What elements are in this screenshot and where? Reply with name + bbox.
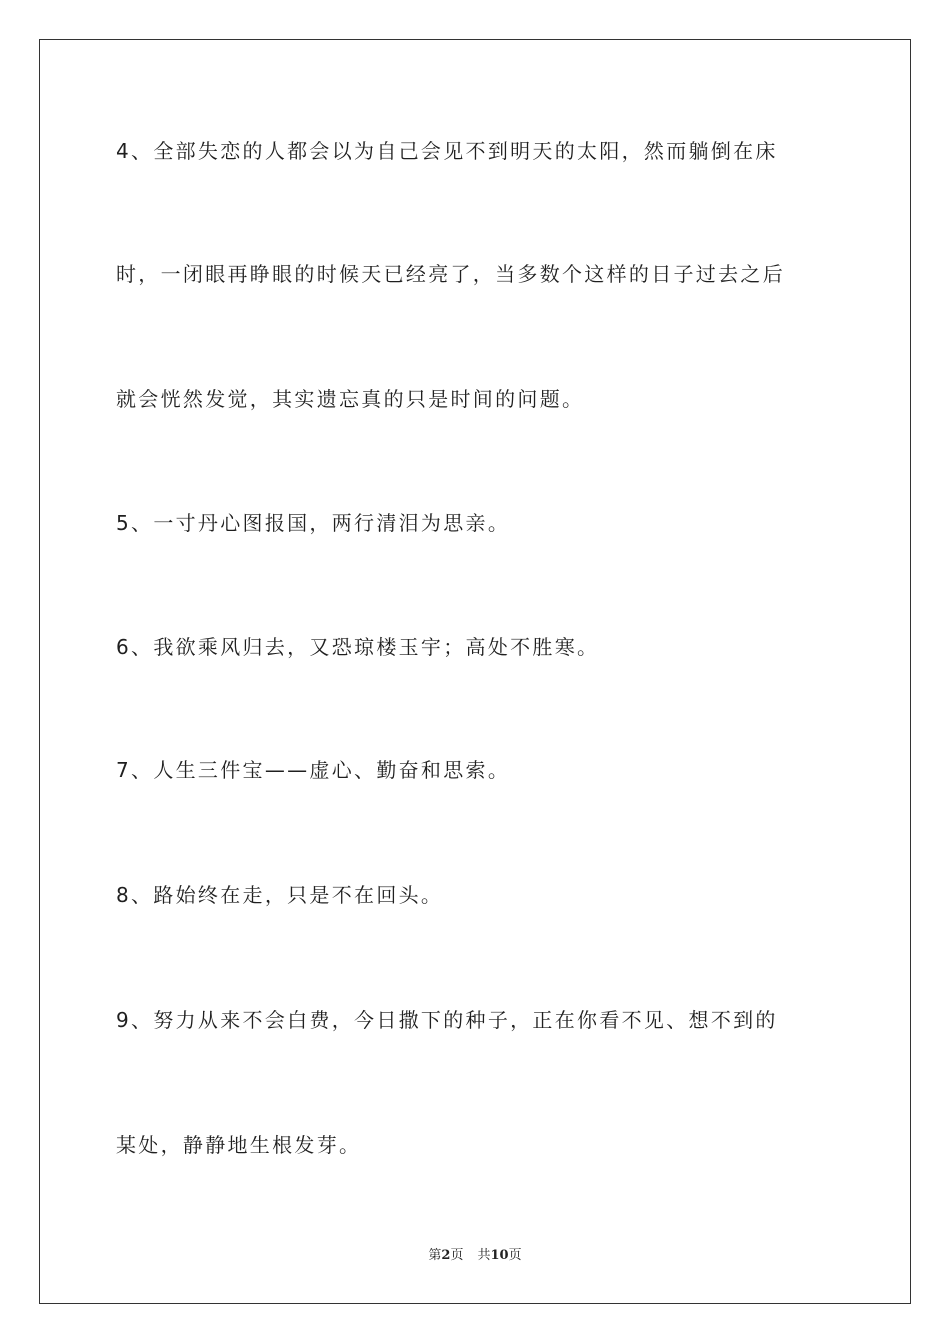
text-line-3: 就会恍然发觉，其实遗忘真的只是时间的问题。: [116, 387, 585, 411]
page-frame: [39, 39, 911, 1304]
text-line-8: 9、努力从来不会白费，今日撒下的种子，正在你看不见、想不到的: [116, 1008, 778, 1032]
text-line-4: 5、一寸丹心图报国，两行清泪为思亲。: [116, 511, 511, 535]
total-prefix: 共: [477, 1248, 491, 1263]
total-pages: 10: [490, 1248, 509, 1263]
text-line-2: 时，一闭眼再睁眼的时候天已经亮了，当多数个这样的日子过去之后: [116, 262, 785, 286]
page-suffix: 页: [450, 1248, 464, 1263]
total-suffix: 页: [508, 1248, 522, 1263]
text-line-9: 某处，静静地生根发芽。: [116, 1133, 362, 1157]
page-prefix: 第: [428, 1248, 442, 1263]
page-footer: [0, 1248, 950, 1264]
text-line-5: 6、我欲乘风归去，又恐琼楼玉宇；高处不胜寒。: [116, 635, 600, 659]
text-line-6: 7、人生三件宝——虚心、勤奋和思索。: [116, 758, 511, 782]
text-line-7: 8、路始终在走，只是不在回头。: [116, 883, 444, 907]
page-number: 2: [441, 1248, 451, 1263]
text-line-1: 4、全部失恋的人都会以为自己会见不到明天的太阳，然而躺倒在床: [116, 139, 778, 163]
